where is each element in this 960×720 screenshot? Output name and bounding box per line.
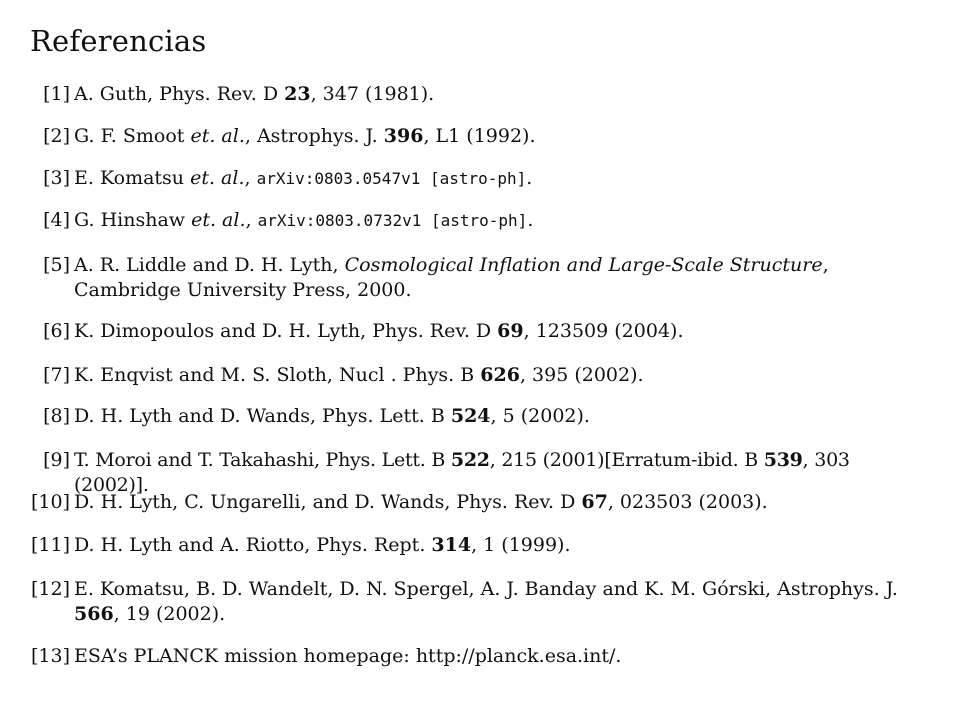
reference-number: [3] <box>43 167 70 189</box>
reference-number: [11] <box>30 534 70 556</box>
reference-text: K. Enqvist and M. S. Sloth, Nucl . Phys. B 626, 395 (2002). <box>74 364 644 386</box>
reference-number: [10] <box>30 491 70 513</box>
reference-text: ESA’s PLANCK mission homepage: http://planck.esa.int/. <box>74 645 622 667</box>
reference-number: [13] <box>30 645 70 667</box>
reference-text: G. Hinshaw et. al., arXiv:0803.0732v1 [astro-ph]. <box>74 209 534 231</box>
reference-text: E. Komatsu, B. D. Wandelt, D. N. Spergel, A. J. Banday and K. M. Górski, Astrophys. J. 566, 19 (2002). <box>74 578 898 625</box>
reference-text: G. F. Smoot et. al., Astrophys. J. 396, L1 (1992). <box>74 125 536 147</box>
page-title: Referencias <box>30 24 207 58</box>
reference-number: [1] <box>43 83 70 105</box>
reference-text: T. Moroi and T. Takahashi, Phys. Lett. B 522, 215 (2001)[Erratum-ibid. B 539, 303 (2002)]. <box>74 449 850 496</box>
reference-text: D. H. Lyth and D. Wands, Phys. Lett. B 524, 5 (2002). <box>74 405 590 427</box>
reference-number: [4] <box>43 209 70 231</box>
reference-number: [7] <box>43 364 70 386</box>
reference-text: A. R. Liddle and D. H. Lyth, Cosmological Inflation and Large-Scale Structure, Cambridge University Press, 2000. <box>74 254 829 301</box>
reference-number: [5] <box>43 254 70 276</box>
reference-text: D. H. Lyth, C. Ungarelli, and D. Wands, Phys. Rev. D 67, 023503 (2003). <box>74 491 768 513</box>
reference-text: E. Komatsu et. al., arXiv:0803.0547v1 [astro-ph]. <box>74 167 533 189</box>
reference-number: [2] <box>43 125 70 147</box>
reference-number: [12] <box>30 578 70 600</box>
reference-number: [9] <box>43 449 70 471</box>
reference-text: K. Dimopoulos and D. H. Lyth, Phys. Rev. D 69, 123509 (2004). <box>74 320 684 342</box>
reference-number: [6] <box>43 320 70 342</box>
reference-number: [8] <box>43 405 70 427</box>
reference-text: D. H. Lyth and A. Riotto, Phys. Rept. 314, 1 (1999). <box>74 534 571 556</box>
reference-text: A. Guth, Phys. Rev. D 23, 347 (1981). <box>74 83 435 105</box>
